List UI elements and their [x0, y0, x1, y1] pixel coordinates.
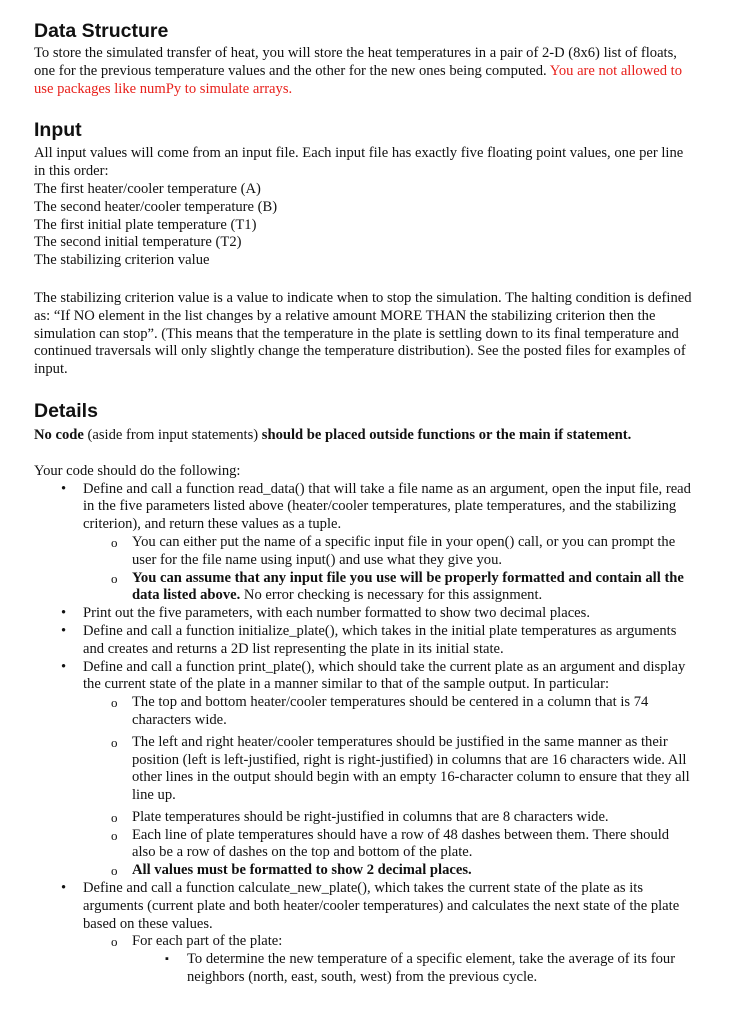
plate-temps-text: Plate temperatures should be right-justified in columns that are 8 characters wide.: [132, 808, 609, 825]
code-rule-bold2: should be placed outside functions or the main if statement.: [261, 426, 632, 443]
circle-marker: o: [111, 570, 118, 586]
read-data-text: Define and call a function read_data() that will take a file name as an argument, open the input file, read in the five parameters listed above (heater/cooler temperatures, plate temperatures, and the stabilizing criterion), and return these values as a tuple.: [83, 480, 691, 533]
heading-input: Input: [34, 119, 82, 142]
bullet-marker: •: [61, 658, 67, 675]
data-structure-text: To store the simulated transfer of heat, you will store the heat temperatures in a pair of 2-D (8x6) list of floats, one for the previous temperature values and the other for the new ones being computed.: [34, 45, 677, 79]
print-plate-text: Define and call a function print_plate(), which should take the current plate as an argument and display the current state of the plate in a manner similar to that of the sample output. In particular:: [83, 658, 686, 693]
details-intro: Your code should do the following:: [34, 462, 241, 479]
formatting-rest-text: No error checking is necessary for this assignment.: [240, 587, 543, 604]
circle-marker: o: [111, 934, 118, 950]
list-item-read-data: [34, 481, 694, 606]
formatting-bold-text: You can assume that any input file you use will be properly formatted and contain all the data listed above.: [132, 569, 684, 604]
circle-marker: o: [111, 734, 118, 750]
input-line-t1: The first initial plate temperature (T1): [34, 216, 257, 233]
print-plate-sublist: [83, 694, 694, 880]
list-item-plate-temps: [83, 809, 694, 827]
code-rule-mid: (aside from input statements): [83, 426, 262, 443]
circle-marker: o: [111, 809, 118, 825]
bullet-marker: •: [61, 880, 67, 897]
list-item-calculate-new-plate: [34, 880, 694, 987]
left-right-text: The left and right heater/cooler temperatures should be justified in the same manner as their position (left is left-justified, right is right-justified) in columns that are 16 characters wide. All other lines in the output should begin with an empty 16-character column to ensure that they all line up.: [132, 733, 690, 804]
print-params-text: Print out the five parameters, with each number formatted to show two decimal places.: [83, 605, 590, 622]
circle-marker: o: [111, 827, 118, 843]
input-line-b: The second heater/cooler temperature (B): [34, 198, 278, 215]
code-rule: [34, 427, 694, 445]
initialize-plate-text: Define and call a function initialize_plate(), which takes in the initial plate temperatures as arguments and creates and returns a 2D list representing the plate in its initial state.: [83, 622, 677, 657]
circle-marker: o: [111, 695, 118, 711]
dashes-text: Each line of plate temperatures should have a row of 48 dashes between them. There should also be a row of dashes on the top and bottom of the plate.: [132, 826, 670, 861]
file-name-text: You can either put the name of a specific input file in your open() call, or you can prompt the user for the file name using input() and use what they give you.: [132, 533, 676, 568]
neighbors-average-text: To determine the new temperature of a specific element, take the average of its four neighbors (north, east, south, west) from the previous cycle.: [187, 951, 676, 986]
document-body: [34, 19, 694, 987]
code-rule-bold1: No code: [34, 426, 84, 443]
read-data-sublist: [83, 534, 694, 605]
top-bottom-text: The top and bottom heater/cooler temperatures should be centered in a column that is 74 characters wide.: [132, 694, 649, 728]
list-item-each-part: [83, 933, 694, 986]
bullet-marker: •: [61, 622, 67, 639]
calculate-sublist: [83, 933, 694, 986]
bullet-marker: •: [61, 480, 67, 497]
input-line-t2: The second initial temperature (T2): [34, 234, 242, 251]
requirements-list: [34, 481, 694, 987]
list-item-formatting: [83, 570, 694, 606]
decimal-places-text: All values must be formatted to show 2 decimal places.: [132, 862, 472, 879]
list-item-print-params: [34, 605, 694, 623]
heading-details: Details: [34, 399, 98, 422]
each-part-sublist: [132, 951, 694, 987]
criterion-paragraph: The stabilizing criterion value is a value to indicate when to stop the simulation. The halting condition is defined as: “If NO element in the list changes by a relative amount MORE THAN the stabilizing criterion then the simulation can stop”. (This means that the temperature in the plate is settling down to its final temperature and continued traversals will only slightly change the temperature distribution). See the posted files for examples of input.: [34, 289, 692, 378]
input-line-a: The first heater/cooler temperature (A): [34, 180, 261, 197]
calculate-new-plate-text: Define and call a function calculate_new_plate(), which takes the current state of the plate as its arguments (current plate and both heater/cooler temperatures) and calculates the next state of the plate based on these values.: [83, 880, 680, 932]
list-item-top-bottom: [83, 694, 694, 730]
circle-marker: o: [111, 534, 118, 550]
list-item-initialize-plate: [34, 623, 694, 659]
heading-data-structure: Data Structure: [34, 20, 169, 42]
list-item-file-name: [83, 534, 694, 570]
list-item-left-right: [83, 734, 694, 805]
list-item-dashes: [83, 827, 694, 863]
list-item-print-plate: [34, 659, 694, 881]
numpy-warning: You are not allowed to use packages like numPy to simulate arrays.: [34, 62, 683, 97]
square-marker: ▪: [165, 953, 169, 966]
list-item-neighbors-average: [132, 951, 694, 987]
bullet-marker: •: [61, 605, 67, 622]
data-structure-paragraph: [34, 45, 694, 98]
circle-marker: o: [111, 863, 118, 879]
list-item-decimal-places: [83, 862, 694, 880]
each-part-text: For each part of the plate:: [132, 933, 283, 950]
input-intro: All input values will come from an input file. Each input file has exactly five floating point values, one per line in this order:: [34, 145, 684, 180]
input-line-criterion: The stabilizing criterion value: [34, 252, 210, 269]
